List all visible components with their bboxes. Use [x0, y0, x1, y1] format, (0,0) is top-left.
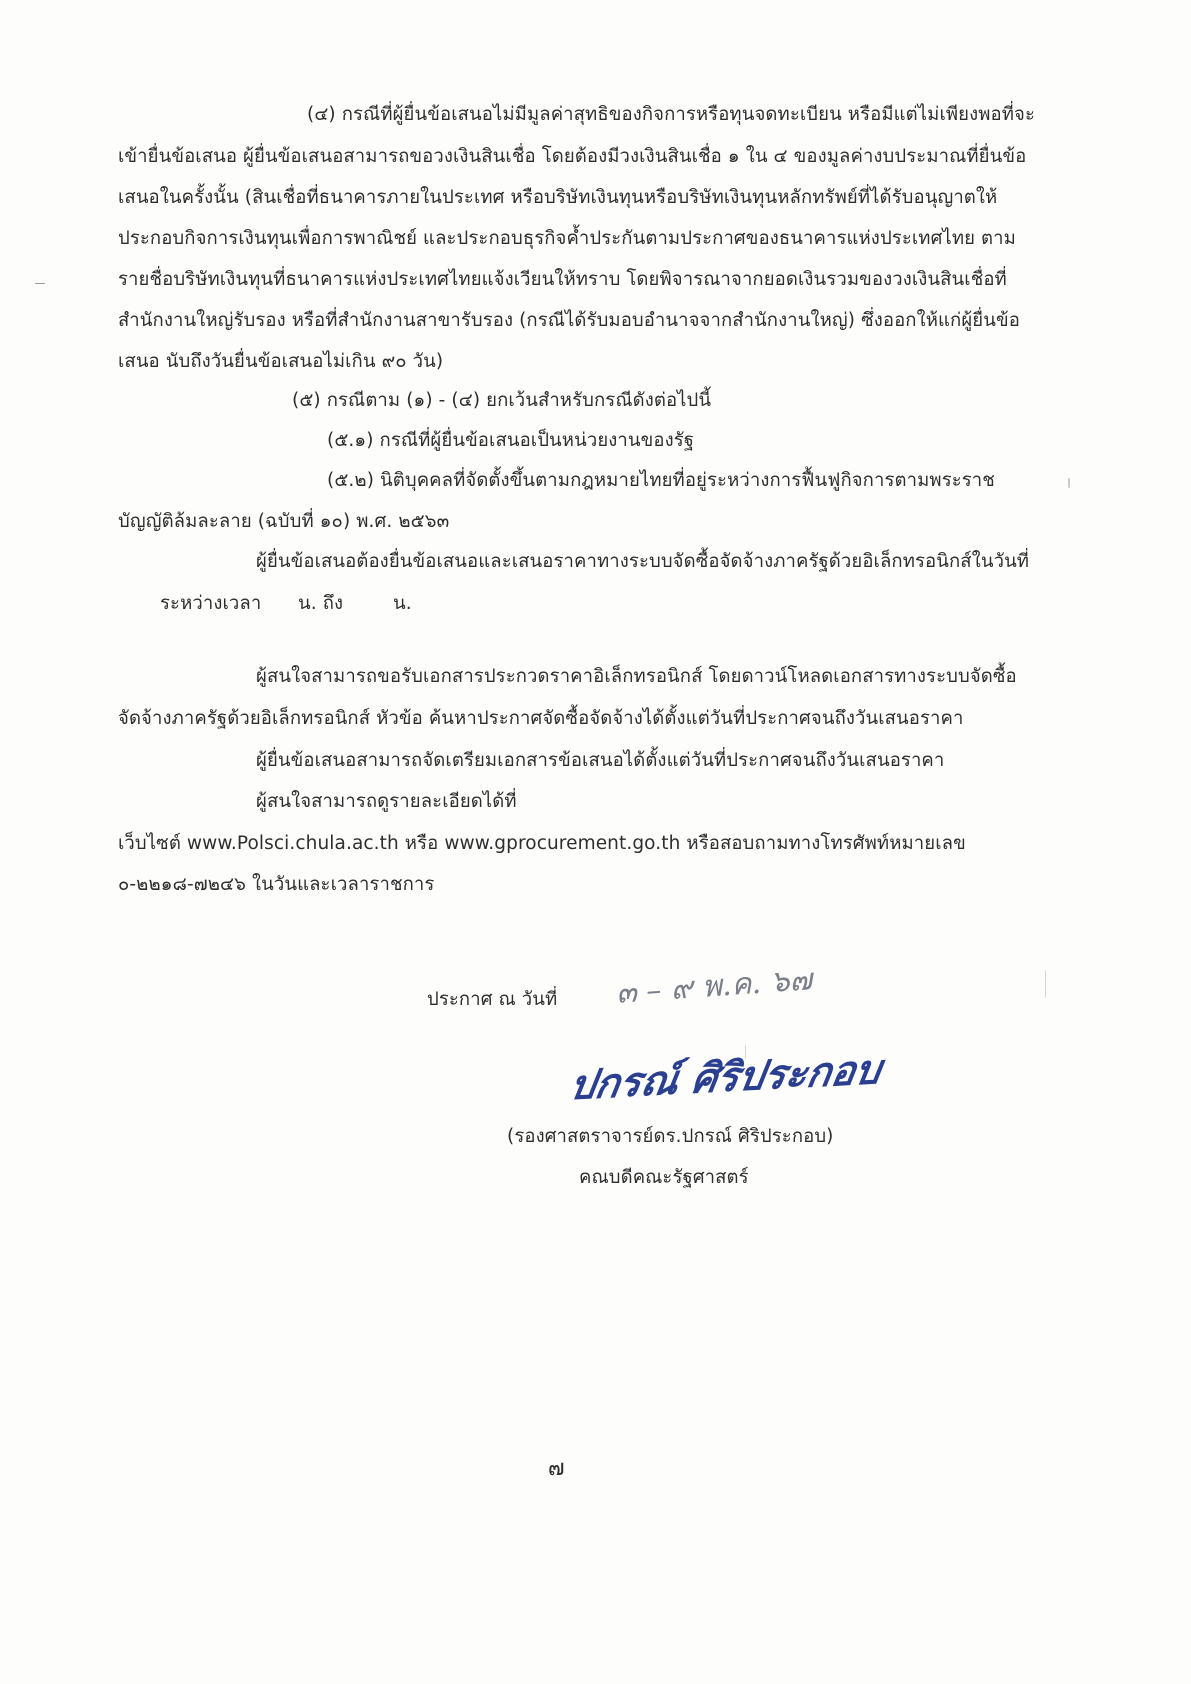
signatory-title: คณบดีคณะรัฐศาสตร์ — [579, 1167, 749, 1188]
announcement-handwritten-date: ๓ – ๙ พ.ค. ๖๗ — [615, 962, 814, 1011]
scan-speck — [1045, 970, 1046, 998]
signatory-name: (รองศาสตราจารย์ดร.ปกรณ์ ศิริประกอบ) — [507, 1126, 834, 1147]
para4-line-5: รายชื่อบริษัทเงินทุนที่ธนาคารแห่งประเทศไทยแจ้งเวียนให้ทราบ โดยพิจารณาจากยอดเงินรวมของวงเงินสินเชื่อที่ — [118, 269, 1007, 290]
download-line-2: จัดจ้างภาครัฐด้วยอิเล็กทรอนิกส์ หัวข้อ ค้นหาประกาศจัดซื้อจัดจ้างได้ตั้งแต่วันที่ประกาศจนถึงวันเสนอราคา — [118, 708, 964, 729]
para5-item-2-line-2: บัญญัติล้มละลาย (ฉบับที่ ๑๐) พ.ศ. ๒๕๖๓ — [118, 511, 450, 532]
submission-line-1: ผู้ยื่นข้อเสนอต้องยื่นข้อเสนอและเสนอราคาทางระบบจัดซื้อจัดจ้างภาครัฐด้วยอิเล็กทรอนิกส์ในวันที่ — [256, 551, 1030, 572]
para5-item-2-line-1: (๕.๒) นิติบุคคลที่จัดตั้งขึ้นตามกฎหมายไทยที่อยู่ระหว่างการฟื้นฟูกิจการตามพระราช — [327, 470, 995, 491]
para4-line-2: เข้ายื่นข้อเสนอ ผู้ยื่นข้อเสนอสามารถขอวงเงินสินเชื่อ โดยต้องมีวงเงินสินเชื่อ ๑ ใน ๔ ของมูลค่างบประมาณที่ยื่นข้อ — [118, 146, 1027, 167]
scan-speck — [1068, 478, 1070, 488]
download-line-4: ผู้สนใจสามารถดูรายละเอียดได้ที่ — [256, 791, 517, 812]
submission-from-unit: น. ถึง — [298, 593, 344, 614]
para4-line-6: สำนักงานใหญ่รับรอง หรือที่สำนักงานสาขารับรอง (กรณีได้รับมอบอำนาจจากสำนักงานใหญ่) ซึ่งออกให้แก่ผู้ยื่นข้อ — [118, 310, 1020, 331]
announcement-label: ประกาศ ณ วันที่ — [427, 989, 558, 1010]
page-number: ๗ — [548, 1456, 565, 1481]
para5-item-1: (๕.๑) กรณีที่ผู้ยื่นข้อเสนอเป็นหน่วยงานของรัฐ — [327, 430, 695, 451]
para4-line-1: (๔) กรณีที่ผู้ยื่นข้อเสนอไม่มีมูลค่าสุทธิของกิจการหรือทุนจดทะเบียน หรือมีแต่ไม่เพียงพอที่จะ — [307, 104, 1036, 125]
submission-to-unit: น. — [393, 593, 412, 614]
scan-speck — [745, 1045, 746, 1059]
download-line-6: ๐-๒๒๑๘-๗๒๔๖ ในวันและเวลาราชการ — [118, 874, 435, 895]
scan-speck — [35, 283, 45, 284]
download-line-1: ผู้สนใจสามารถขอรับเอกสารประกวดราคาอิเล็กทรอนิกส์ โดยดาวน์โหลดเอกสารทางระบบจัดซื้อ — [256, 666, 1017, 687]
para4-line-4: ประกอบกิจการเงินทุนเพื่อการพาณิชย์ และประกอบธุรกิจค้ำประกันตามประกาศของธนาคารแห่งประเทศไทย ตาม — [118, 228, 1016, 249]
para4-line-7: เสนอ นับถึงวันยื่นข้อเสนอไม่เกิน ๙๐ วัน) — [118, 351, 444, 372]
download-line-3: ผู้ยื่นข้อเสนอสามารถจัดเตรียมเอกสารข้อเสนอได้ตั้งแต่วันที่ประกาศจนถึงวันเสนอราคา — [256, 750, 945, 771]
para4-line-3: เสนอในครั้งนั้น (สินเชื่อที่ธนาคารภายในประเทศ หรือบริษัทเงินทุนหรือบริษัทเงินทุนหลักทรัพย์ที่ได้รับอนุญาตให้ — [118, 187, 998, 208]
submission-time-label: ระหว่างเวลา — [160, 593, 262, 614]
signature-scrawl: ปกรณ์ ศิริประกอบ — [566, 1045, 885, 1110]
para5-heading: (๕) กรณีตาม (๑) - (๔) ยกเว้นสำหรับกรณีดังต่อไปนี้ — [292, 390, 712, 411]
download-line-5: เว็บไซต์ www.Polsci.chula.ac.th หรือ www.gprocurement.go.th หรือสอบถามทางโทรศัพท์หมายเลข — [118, 833, 966, 854]
